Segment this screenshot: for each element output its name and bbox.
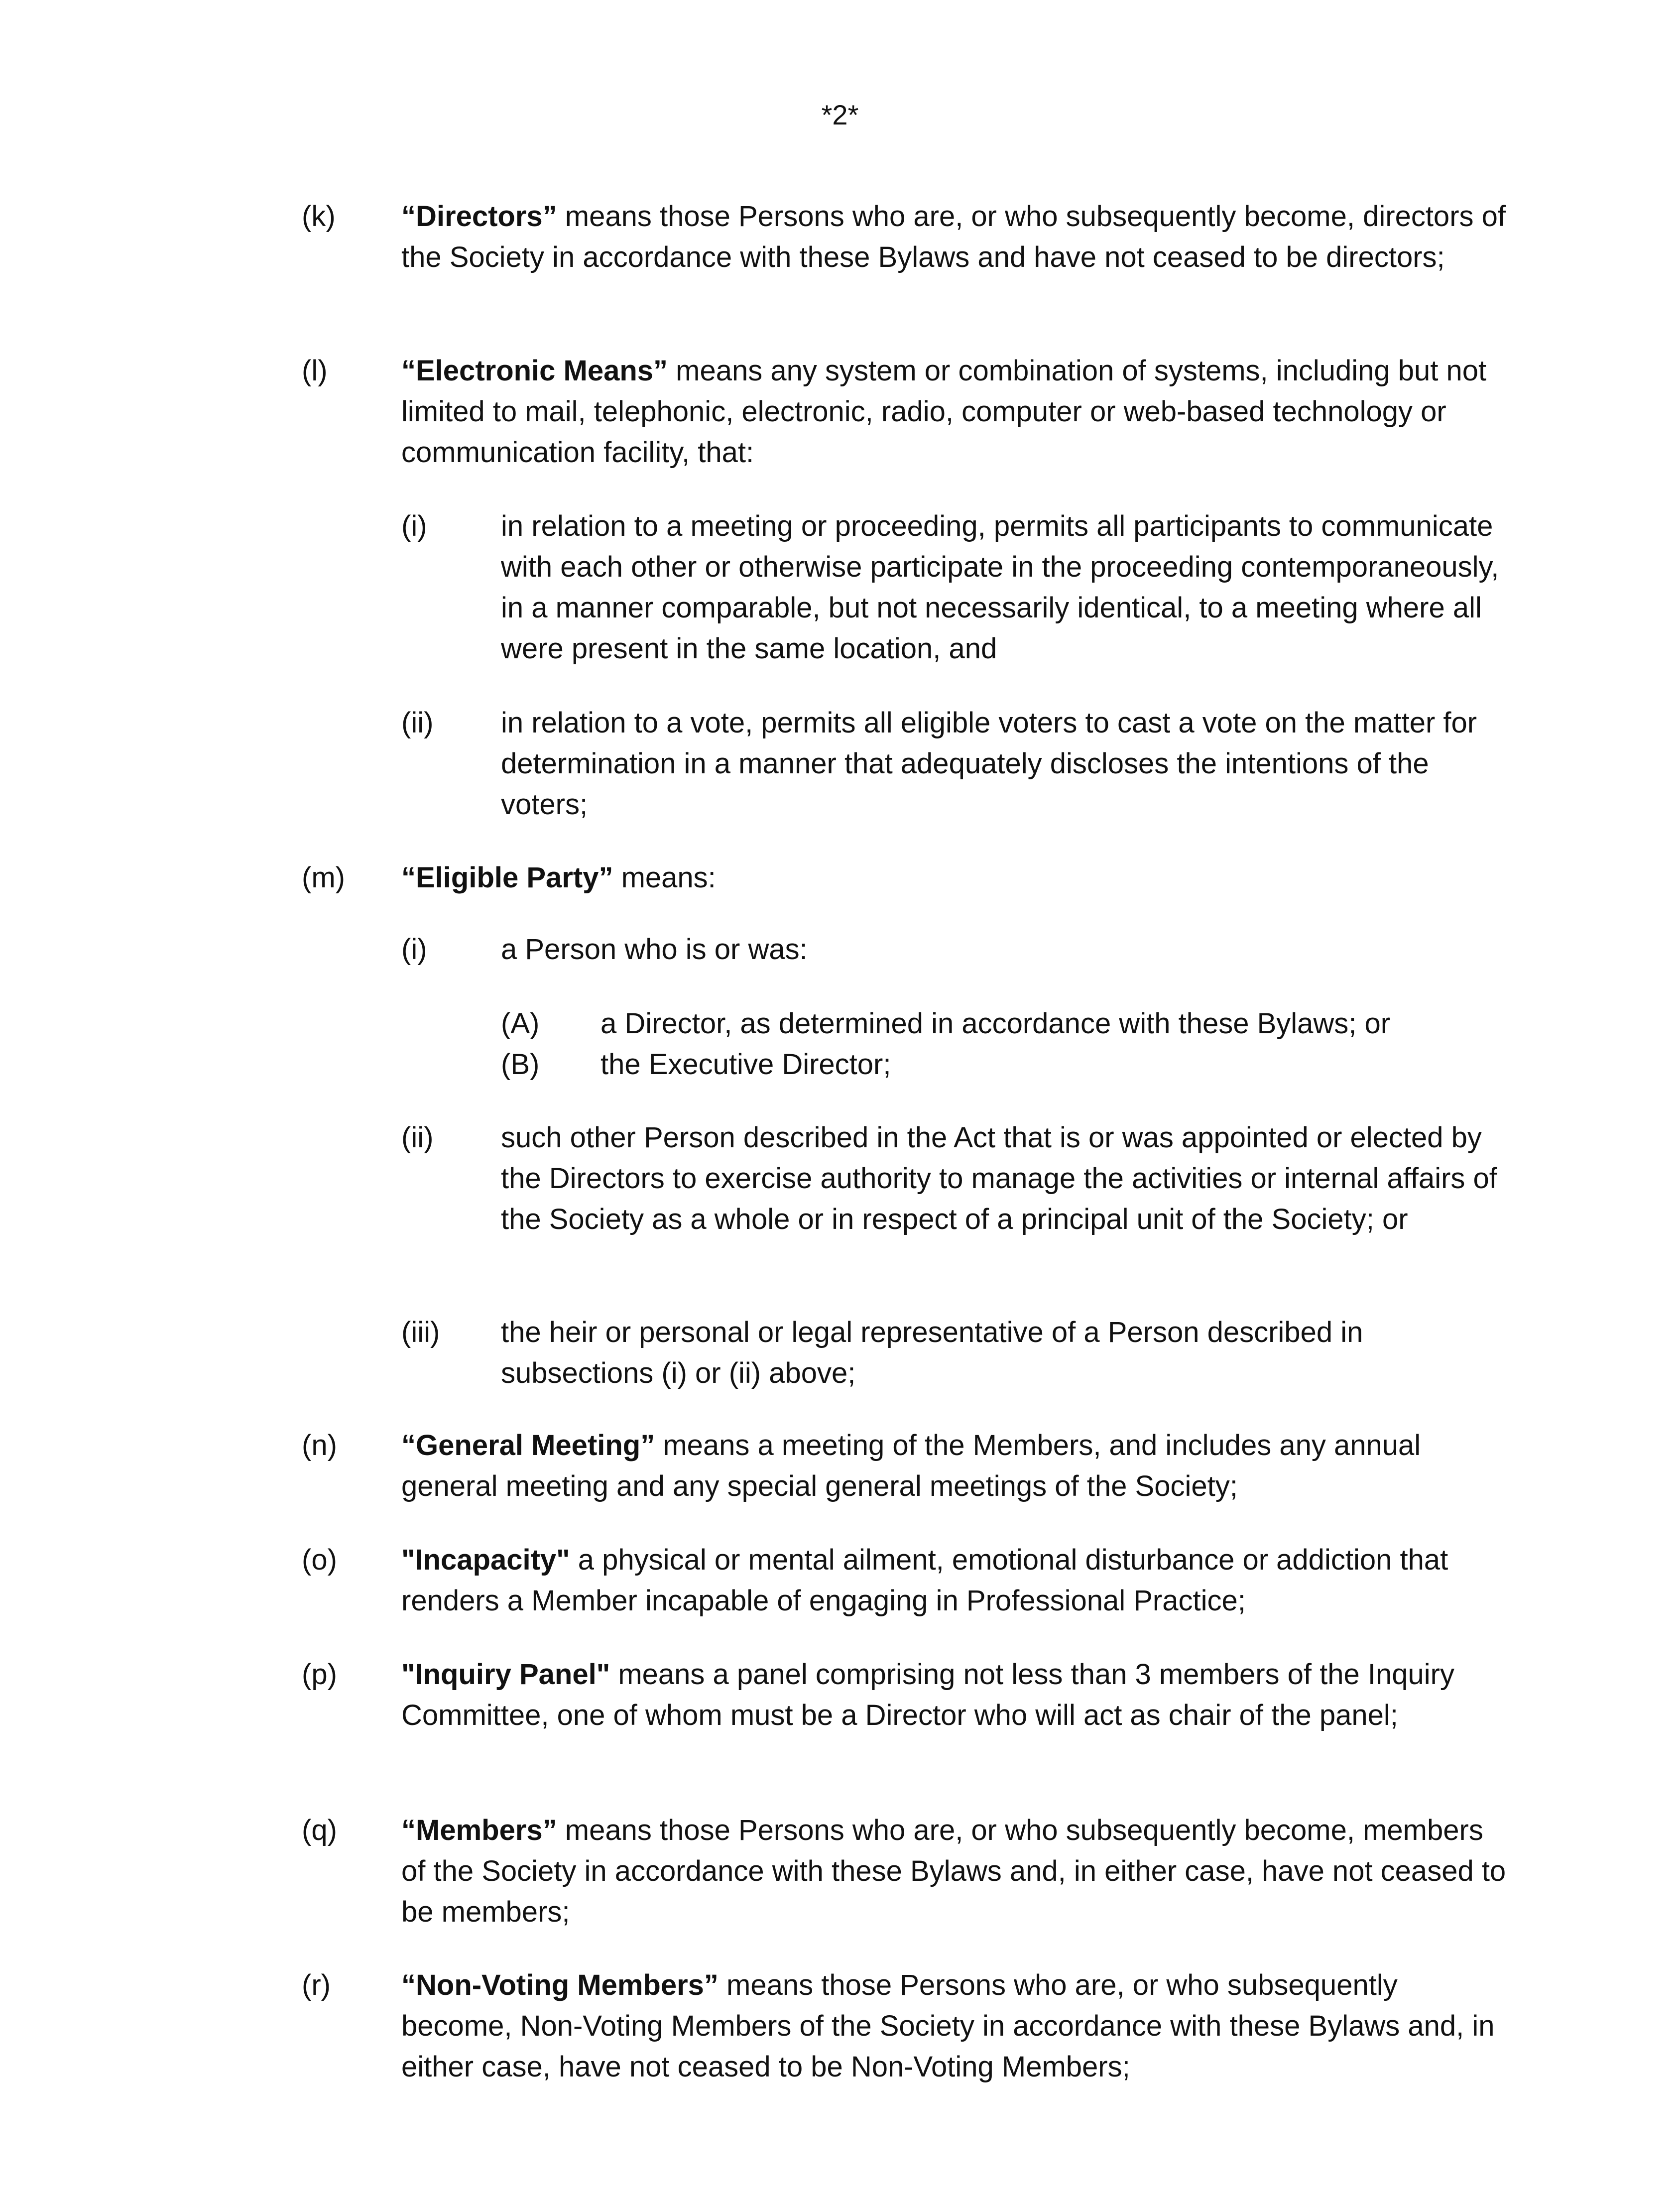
defined-term: “Eligible Party” (401, 861, 613, 894)
item-label: (m) (302, 861, 345, 894)
subitem-text: in relation to a meeting or proceeding, permits all participants to communicate with each other or otherwise participate in the proceeding contemporaneously, in a manner comparable, but not necessarily identical, to a meeting where all were present in the same location, and (501, 510, 1499, 665)
subitem-label: (i) (401, 933, 427, 966)
item-text (401, 351, 1512, 473)
item-text (401, 196, 1512, 278)
subitem-text: the heir or personal or legal representative of a Person described in subsections (i) or (ii) above; (501, 1316, 1363, 1389)
page-number: *2* (821, 99, 859, 130)
definition-text: a physical or mental ailment, emotional disturbance or addiction that renders a Member incapable of engaging in Professional Practice; (401, 1544, 1448, 1617)
definition-text: means those Persons who are, or who subsequently become, Non-Voting Members of the Society in accordance with these Bylaws and, in either case, have not ceased to be Non-Voting Members; (401, 1969, 1495, 2083)
definition-text: means those Persons who are, or who subsequently become, directors of the Society in accordance with these Bylaws and have not ceased to be directors; (401, 200, 1506, 273)
definition-text: means those Persons who are, or who subsequently become, members of the Society in accordance with these Bylaws and, in either case, have not ceased to be members; (401, 1814, 1506, 1928)
subitem-text: in relation to a vote, permits all eligible voters to cast a vote on the matter for determination in a manner that adequately discloses the intentions of the voters; (501, 707, 1477, 821)
item-label: (p) (302, 1658, 337, 1691)
item-text (401, 1654, 1512, 1736)
item-text (401, 1540, 1512, 1621)
item-label: (q) (302, 1814, 337, 1846)
subsubitem-text: a Director, as determined in accordance with these Bylaws; or (600, 1007, 1391, 1040)
item-label: (r) (302, 1969, 331, 2001)
subitem-label: (i) (401, 510, 427, 542)
item-text (401, 857, 1512, 898)
defined-term: “Members” (401, 1814, 557, 1846)
defined-term: “Electronic Means” (401, 355, 668, 387)
defined-term: “Non-Voting Members” (401, 1969, 719, 2001)
subsubitem-text: the Executive Director; (600, 1048, 891, 1081)
item-label: (n) (302, 1429, 337, 1462)
subitem-label: (ii) (401, 707, 434, 739)
item-text (401, 1810, 1512, 1933)
subitem-label: (ii) (401, 1121, 434, 1154)
subitem-label: (iii) (401, 1316, 440, 1348)
item-label: (l) (302, 355, 328, 387)
item-label: (o) (302, 1544, 337, 1576)
definition-text: means a meeting of the Members, and includes any annual general meeting and any special general meetings of the Society; (401, 1429, 1421, 1502)
item-label: (k) (302, 200, 336, 233)
defined-term: “General Meeting” (401, 1429, 655, 1462)
defined-term: “Directors” (401, 200, 557, 233)
definition-text: means a panel comprising not less than 3 members of the Inquiry Committee, one of whom must be a Director who will act as chair of the panel; (401, 1658, 1454, 1731)
item-text (401, 1425, 1512, 1507)
defined-term: "Inquiry Panel" (401, 1658, 610, 1691)
subitem-text: such other Person described in the Act that is or was appointed or elected by the Directors to exercise authority to manage the activities or internal affairs of the Society as a whole or in respect of a principal unit of the Society; or (501, 1121, 1497, 1235)
definition-text: means any system or combination of systems, including but not limited to mail, telephonic, electronic, radio, computer or web-based technology or communication facility, that: (401, 355, 1487, 469)
item-text (401, 1965, 1512, 2087)
subsubitem-label: (A) (501, 1007, 540, 1040)
subsubitem-label: (B) (501, 1048, 540, 1081)
subitem-text: a Person who is or was: (501, 933, 808, 966)
definition-text: means: (613, 861, 716, 894)
defined-term: "Incapacity" (401, 1544, 570, 1576)
